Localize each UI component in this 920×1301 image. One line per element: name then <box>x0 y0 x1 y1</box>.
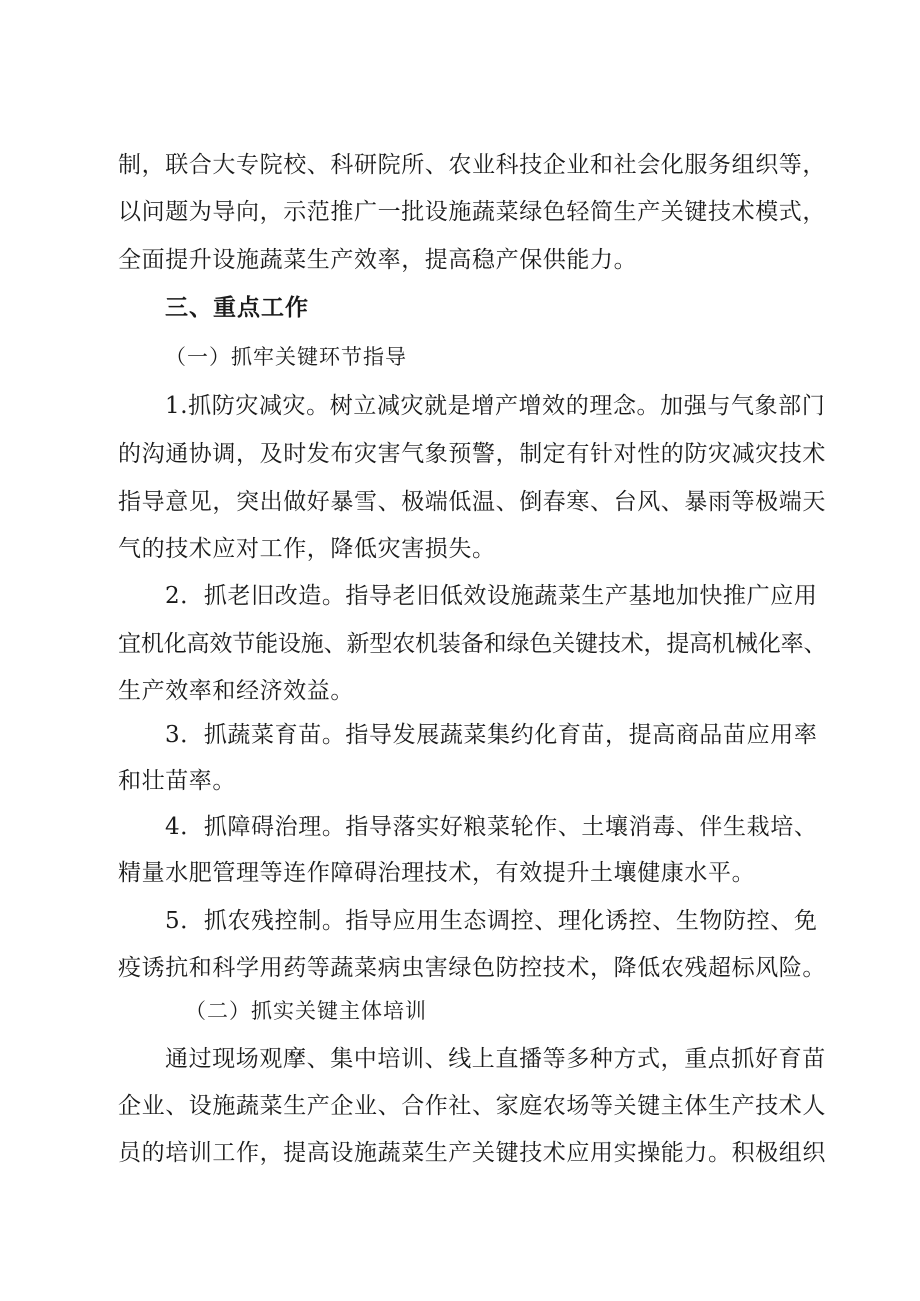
paragraph-line: 企业、设施蔬菜生产企业、合作社、家庭农场等关键主体生产技术人 <box>118 1093 826 1119</box>
paragraph-line: 制，联合大专院校、科研院所、农业科技企业和社会化服务组织等， <box>118 152 826 178</box>
paragraph-line: 员的培训工作，提高设施蔬菜生产关键技术应用实操能力。积极组织 <box>118 1140 826 1166</box>
paragraph-line: 4．抓障碍治理。指导落实好粮菜轮作、土壤消毒、伴生栽培、 <box>165 814 818 840</box>
paragraph-line: 3．抓蔬菜育苗。指导发展蔬菜集约化育苗，提高商品苗应用率 <box>165 722 818 748</box>
paragraph-line: 气的技术应对工作，降低灾害损失。 <box>118 536 496 562</box>
paragraph-line: 的沟通协调，及时发布灾害气象预警，制定有针对性的防灾减灾技术 <box>118 441 826 467</box>
paragraph-line: 5．抓农残控制。指导应用生态调控、理化诱控、生物防控、免 <box>165 908 818 934</box>
paragraph-line: 以问题为导向，示范推广一批设施蔬菜绿色轻简生产关键技术模式， <box>118 199 826 225</box>
paragraph-line: 精量水肥管理等连作障碍治理技术，有效提升土壤健康水平。 <box>118 860 756 886</box>
paragraph-line: 疫诱抗和科学用药等蔬菜病虫害绿色防控技术，降低农残超标风险。 <box>118 955 826 981</box>
subsection-heading: （二）抓实关键主体培训 <box>185 999 427 1023</box>
paragraph-line: 指导意见，突出做好暴雪、极端低温、倒春寒、台风、暴雨等极端天 <box>118 489 826 515</box>
paragraph-line: 1.抓防灾减灾。树立减灾就是增产增效的理念。加强与气象部门 <box>165 393 826 419</box>
paragraph-line: 和壮苗率。 <box>118 768 236 794</box>
paragraph-line: 通过现场观摩、集中培训、线上直播等多种方式，重点抓好育苗 <box>165 1046 826 1072</box>
paragraph-line: 宜机化高效节能设施、新型农机装备和绿色关键技术，提高机械化率、 <box>118 631 827 657</box>
subsection-heading: （一）抓牢关键环节指导 <box>165 345 407 369</box>
section-heading: 三、重点工作 <box>165 295 309 321</box>
paragraph-line: 2．抓老旧改造。指导老旧低效设施蔬菜生产基地加快推广应用 <box>165 583 818 609</box>
paragraph-line: 全面提升设施蔬菜生产效率，提高稳产保供能力。 <box>118 247 638 273</box>
paragraph-line: 生产效率和经济效益。 <box>118 678 354 704</box>
